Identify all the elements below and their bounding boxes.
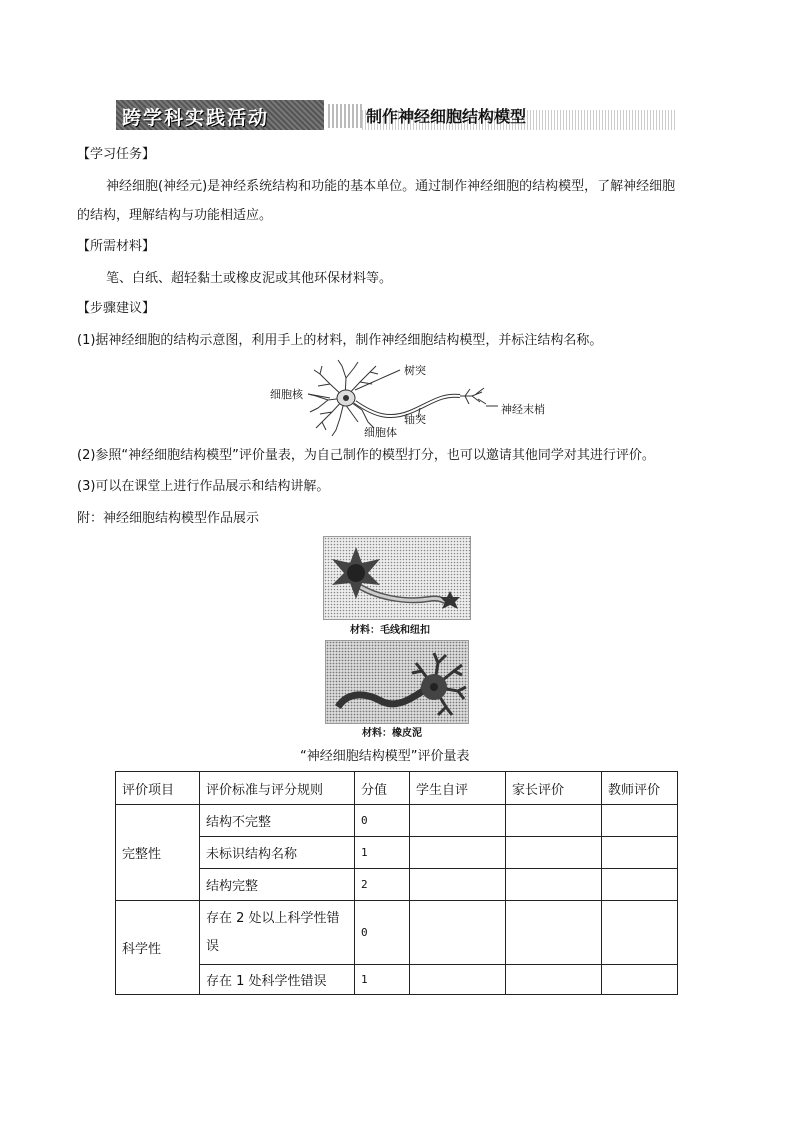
banner-title-box (116, 100, 324, 130)
label-cell-body: 细胞体 (364, 426, 397, 439)
teacher-eval-cell[interactable] (602, 901, 678, 965)
group-item-completeness: 完整性 (116, 805, 200, 901)
model-photo-plasticine (325, 640, 469, 724)
teacher-eval-cell[interactable] (602, 965, 678, 995)
header-criteria: 评价标准与评分规则 (200, 772, 355, 805)
header-teacher-eval: 教师评价 (602, 772, 678, 805)
photo-caption-yarn: 材料：毛线和纽扣 (350, 625, 430, 636)
step-1: (1)据神经细胞的结构示意图，利用手上的材料，制作神经细胞结构模型，并标注结构名称。 (77, 333, 603, 348)
task-paragraph-line1: 神经细胞(神经元)是神经系统结构和功能的基本单位。通过制作神经细胞的结构模型，了解神经细胞 (106, 179, 676, 194)
table-row (116, 965, 678, 995)
task-heading: 【学习任务】 (77, 147, 156, 162)
self-eval-cell[interactable] (410, 869, 506, 901)
criteria-cell: 存在 1 处科学性错误 (200, 965, 355, 995)
evaluation-table (115, 771, 678, 995)
criteria-cell: 结构完整 (200, 869, 355, 901)
score-cell: 0 (355, 901, 410, 965)
header-item: 评价项目 (116, 772, 200, 805)
table-title: “神经细胞结构模型”评价量表 (300, 749, 470, 764)
header-self-eval: 学生自评 (410, 772, 506, 805)
label-dendrite: 树突 (404, 364, 426, 377)
teacher-eval-cell[interactable] (602, 837, 678, 869)
parent-eval-cell[interactable] (506, 965, 602, 995)
teacher-eval-cell[interactable] (602, 869, 678, 901)
label-axon: 轴突 (404, 413, 426, 426)
self-eval-cell[interactable] (410, 901, 506, 965)
group-item-scientific: 科学性 (116, 901, 200, 995)
teacher-eval-cell[interactable] (602, 805, 678, 837)
appendix-text: 附：神经细胞结构模型作品展示 (77, 511, 260, 526)
materials-text: 笔、白纸、超轻黏土或橡皮泥或其他环保材料等。 (106, 271, 393, 286)
table-row (116, 901, 678, 965)
self-eval-cell[interactable] (410, 965, 506, 995)
label-nucleus: 细胞核 (270, 388, 303, 401)
banner-title: 跨学科实践活动 (122, 107, 270, 129)
table-header-row (116, 772, 678, 805)
score-cell: 1 (355, 837, 410, 869)
score-cell: 1 (355, 965, 410, 995)
table-row (116, 837, 678, 869)
step-3: (3)可以在课堂上进行作品展示和结构讲解。 (77, 479, 330, 494)
banner-decoration (328, 104, 362, 128)
parent-eval-cell[interactable] (506, 805, 602, 837)
parent-eval-cell[interactable] (506, 901, 602, 965)
criteria-cell: 未标识结构名称 (200, 837, 355, 869)
table-row (116, 869, 678, 901)
self-eval-cell[interactable] (410, 837, 506, 869)
banner-subtitle: 制作神经细胞结构模型 (366, 107, 527, 126)
label-nerve-ending: 神经末梢 (501, 403, 545, 416)
self-eval-cell[interactable] (410, 805, 506, 837)
score-cell: 2 (355, 869, 410, 901)
section-banner (116, 100, 676, 130)
step-2: (2)参照“神经细胞结构模型”评价量表，为自己制作的模型打分，也可以邀请其他同学对其进行评价。 (77, 448, 655, 463)
parent-eval-cell[interactable] (506, 837, 602, 869)
header-parent-eval: 家长评价 (506, 772, 602, 805)
task-paragraph-line2: 的结构，理解结构与功能相适应。 (77, 208, 273, 223)
steps-heading: 【步骤建议】 (77, 301, 156, 316)
model-photo-yarn (323, 536, 471, 620)
materials-heading: 【所需材料】 (77, 239, 156, 254)
header-score: 分值 (355, 772, 410, 805)
photo-caption-plasticine: 材料：橡皮泥 (362, 728, 422, 739)
table-row (116, 805, 678, 837)
criteria-cell: 结构不完整 (200, 805, 355, 837)
parent-eval-cell[interactable] (506, 869, 602, 901)
criteria-cell: 存在 2 处以上科学性错误 (200, 901, 355, 965)
score-cell: 0 (355, 805, 410, 837)
